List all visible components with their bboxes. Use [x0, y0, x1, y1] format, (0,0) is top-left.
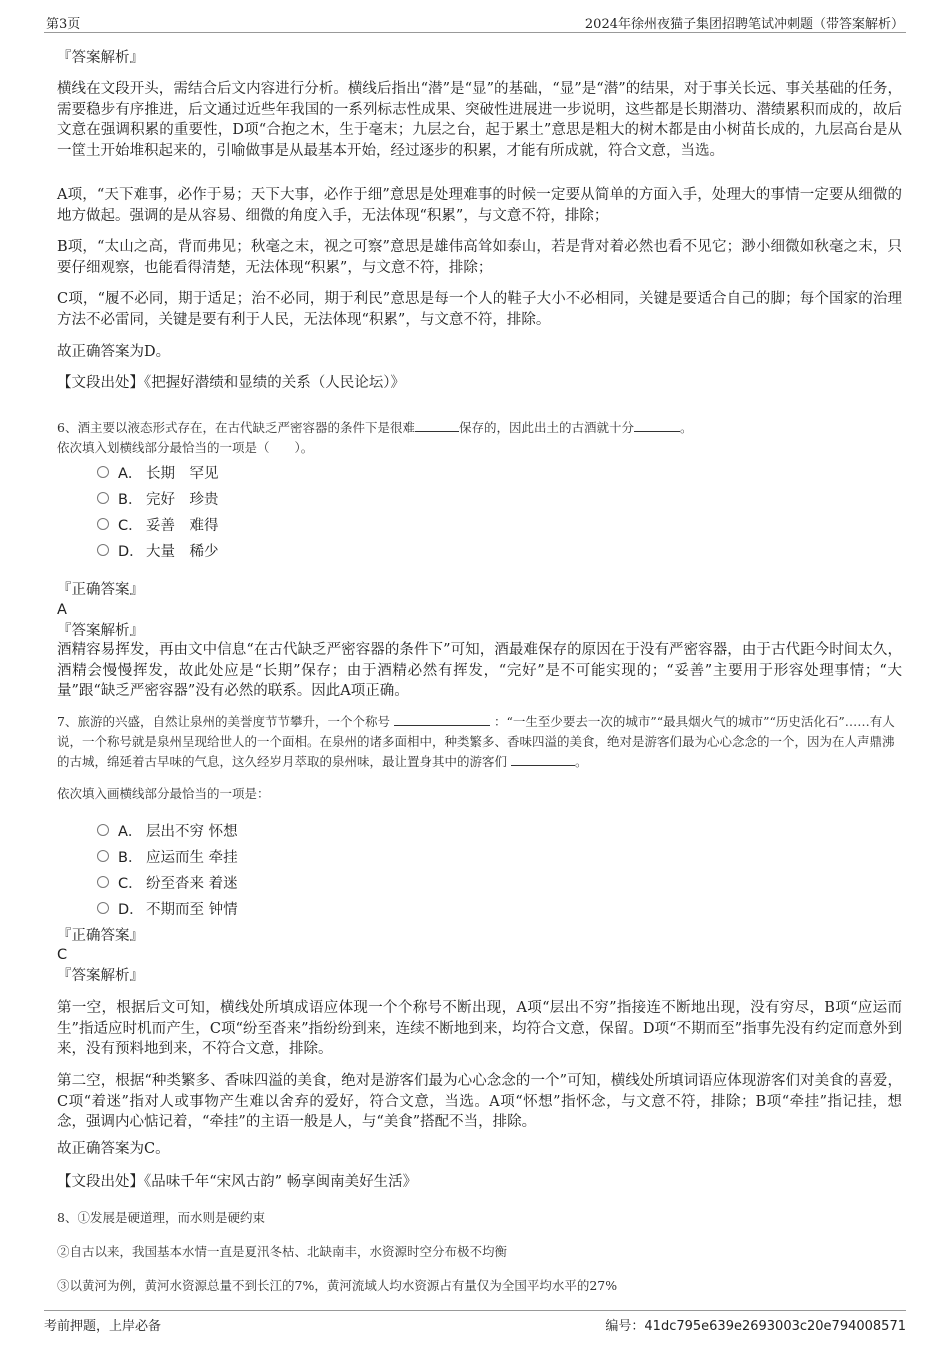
q7-stem-part2: ：“一生至少要去一次的城市”“最具烟火气的城市”“历史活化石”……有人说，一个称号就是泉州呈现给世人的一个面相。在泉州的诸多面相中，种类繁多、香味四溢的美食，绝对是游客们最为心心念念的一个，因为在人声鼎沸的古城，绵延着古早味的气息，这久经岁月萃取的泉州味，最让置身其中的游客们 [57, 714, 895, 769]
q7-options [57, 817, 902, 921]
q6-stem-part1: 6、酒主要以液态形式存在，在古代缺乏严密容器的条件下是很难 [57, 420, 415, 435]
q7-option-a[interactable]: A． 层出不穷 怀想 [57, 817, 902, 843]
q6-options [57, 459, 902, 563]
q8-sentence-2: ②自古以来，我国基本水情一直是夏汛冬枯、北缺南丰，水资源时空分布极不均衡 [57, 1244, 508, 1259]
q7-stem [57, 712, 902, 772]
radio-icon[interactable] [97, 544, 109, 556]
q7-source: 【文段出处】《品味千年“宋风古韵” 畅享闽南美好生活》 [57, 1174, 418, 1190]
document-title: 2024年徐州夜猫子集团招聘笔试冲刺题（带答案解析） [584, 17, 904, 32]
q6-analysis: 酒精容易挥发，再由文中信息“在古代缺乏严密容器的条件下”可知，酒最难保存的原因在于没有严密容器，由于古代距今时间太久，酒精会慢慢挥发，故此处应是“长期”保存；由于酒精必然有挥发，“完好”是不可能实现的；“妥善”主要用于形容处理事情；“大量”跟“缺乏严密容器”没有必然的联系。因此A项正确。 [57, 642, 902, 699]
q6-option-b[interactable]: B． 完好 珍贵 [57, 485, 902, 511]
q6-stem-part2: 保存的，因此出土的古酒就十分 [458, 420, 634, 435]
q5-analysis-para4: C项，“履不必同，期于适足；治不必同，期于利民”意思是每一个人的鞋子大小不必相同，关键是要适合自己的脚；每个国家的治理方法不必雷同，关键是要有利于人民，无法体现“积累”，与文意不符，排除。 [57, 291, 902, 328]
q7-option-b[interactable]: B． 应运而生 牵挂 [57, 843, 902, 869]
radio-icon[interactable] [97, 902, 109, 914]
q6-option-a[interactable]: A． 长期 罕见 [57, 459, 902, 485]
radio-icon[interactable] [97, 466, 109, 478]
q7-stem-part1: 7、旅游的兴盛，自然让泉州的美誉度节节攀升，一个个称号 [57, 714, 390, 729]
q8-sentence-1: 8、①发展是硬道理，而水则是硬约束 [57, 1210, 265, 1225]
q6-stem [57, 418, 902, 438]
q6-stem-part3: 。 [679, 420, 693, 435]
q7-blank-2 [511, 765, 575, 766]
radio-icon[interactable] [97, 824, 109, 836]
q5-analysis-para3: B项，“太山之高，背而弗见；秋毫之末，视之可察”意思是雄伟高耸如泰山，若是背对着必然也看不见它；渺小细微如秋毫之末，只要仔细观察，也能看得清楚，无法体现“积累”，与文意不符，排除； [57, 239, 902, 276]
footer-slogan: 考前押题，上岸必备 [44, 1319, 162, 1334]
code-value: 41dc795e639e2693003c20e794008571 [644, 1319, 906, 1334]
q7-conclusion: 故正确答案为C。 [57, 1141, 170, 1157]
radio-icon[interactable] [97, 518, 109, 530]
q7-instruction: 依次填入画横线部分最恰当的一项是： [57, 786, 270, 801]
radio-icon[interactable] [97, 876, 109, 888]
q7-answer: C [57, 947, 68, 963]
q7-option-c[interactable]: C． 纷至沓来 着迷 [57, 869, 902, 895]
q7-analysis-label: 『答案解析』 [57, 968, 144, 984]
code-label: 编号： [605, 1319, 645, 1334]
q7-answer-label: 『正确答案』 [57, 928, 144, 944]
q7-blank-1 [394, 725, 490, 726]
q7-stem-part3: 。 [575, 754, 588, 769]
page-header [44, 10, 906, 33]
q6-blank-1 [415, 431, 459, 432]
q5-source: 【文段出处】《把握好潜绩和显绩的关系（人民论坛）》 [57, 375, 405, 391]
q5-analysis-para2: A项，“天下难事，必作于易；天下大事，必作于细”意思是处理难事的时候一定要从简单的方面入手，处理大的事情一定要从细微的地方做起。强调的是从容易、细微的角度入手，无法体现“积累”，与文意不符，排除； [57, 187, 902, 224]
document-code [605, 1315, 906, 1334]
q6-option-c[interactable]: C． 妥善 难得 [57, 511, 902, 537]
q6-analysis-label: 『答案解析』 [57, 623, 144, 639]
radio-icon[interactable] [97, 492, 109, 504]
q7-option-d[interactable]: D． 不期而至 钟情 [57, 895, 902, 921]
q5-analysis-para1: 横线在文段开头，需结合后文内容进行分析。横线后指出“潜”是“显”的基础，“显”是“潜”的结果，对于事关长远、事关基础的任务，需要稳步有序推进，后文通过近些年我国的一系列标志性成果、突破性进展进一步说明，这些都是长期潜功、潜绩累积而成的，故后文意在强调积累的重要性，D项“合抱之木，生于毫末；九层之台，起于累土”意思是粗大的树木都是由小树苗长成的，九层高台是从一筐土开始堆积起来的，引喻做事是从最基本开始，经过逐步的积累，才能有所成就，符合文意，当选。 [57, 81, 902, 159]
q7-analysis-para1: 第一空，根据后文可知，横线处所填成语应体现一个个称号不断出现，A项“层出不穷”指接连不断地出现，没有穷尽，B项“应运而生”指适应时机而产生，C项“纷至沓来”指纷纷到来，连续不断地到来，均符合文意，保留。D项“不期而至”指事先没有约定而意外到来，没有预料地到来，不符合文意，排除。 [57, 1000, 902, 1057]
page-number: 第3页 [46, 17, 81, 32]
q6-answer-label: 『正确答案』 [57, 582, 144, 598]
q8-sentence-3: ③以黄河为例，黄河水资源总量不到长江的7%，黄河流域人均水资源占有量仅为全国平均水平的27% [57, 1278, 618, 1293]
q5-analysis-label: 『答案解析』 [57, 50, 144, 66]
q5-conclusion: 故正确答案为D。 [57, 344, 171, 360]
q7-analysis-para2: 第二空，根据“种类繁多、香味四溢的美食，绝对是游客们最为心心念念的一个”可知，横线处所填词语应体现游客们对美食的喜爱，C项“着迷”指对人或事物产生难以舍弃的爱好，符合文意，当选。A项“怀想”指怀念，与文意不符，排除；B项“牵挂”指记挂，想念，强调内心惦记着，“牵挂”的主语一般是人，与“美食”搭配不当，排除。 [57, 1073, 902, 1130]
q6-option-d[interactable]: D． 大量 稀少 [57, 537, 902, 563]
q6-blank-2 [634, 431, 680, 432]
q6-answer: A [57, 602, 67, 618]
radio-icon[interactable] [97, 850, 109, 862]
page-footer [44, 1310, 906, 1341]
q6-instruction: 依次填入划横线部分最恰当的一项是（ ）。 [57, 440, 314, 455]
